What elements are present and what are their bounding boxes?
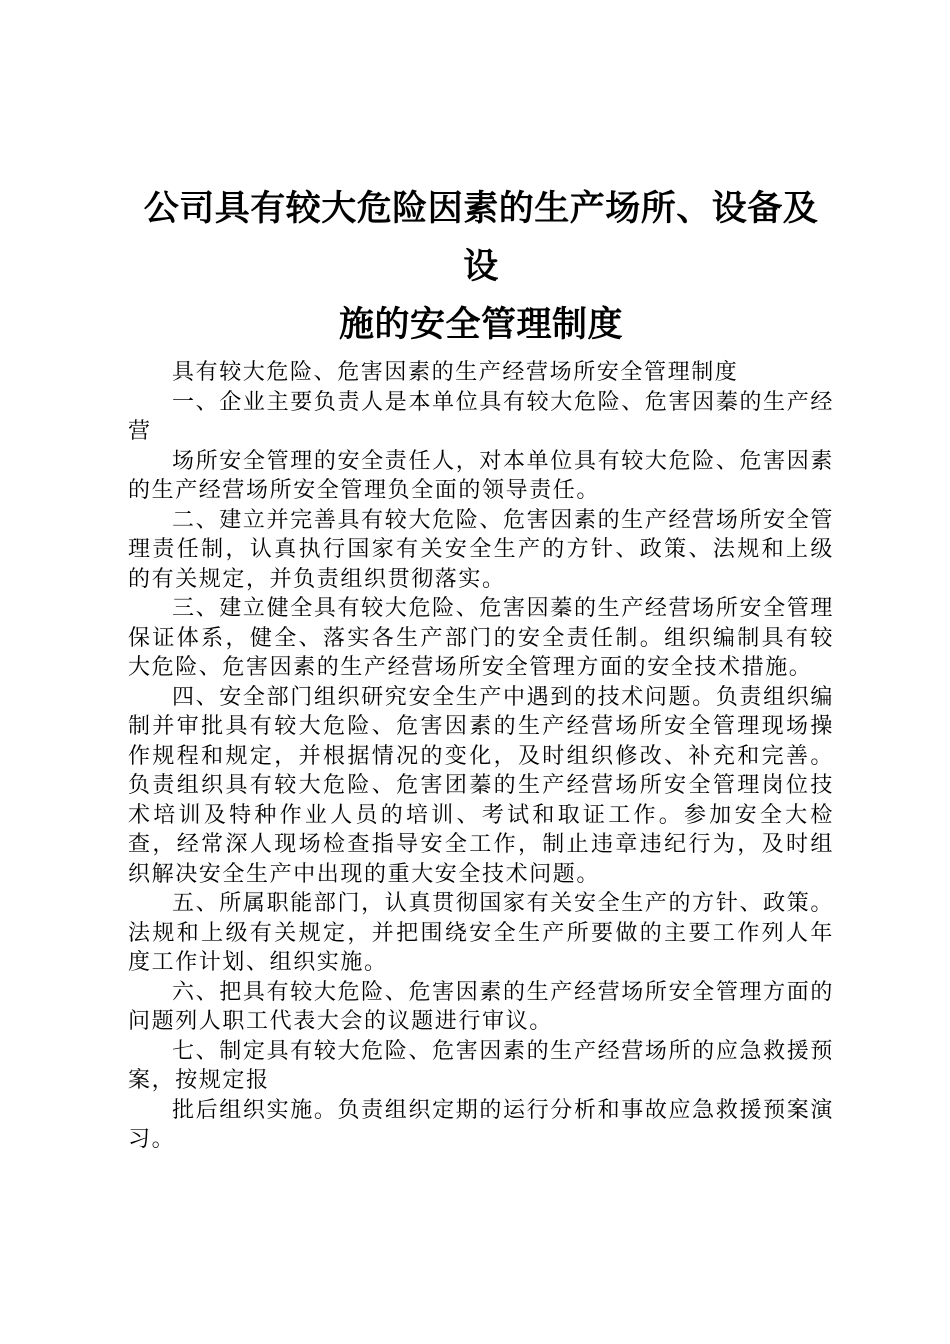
paragraph-item-6: 六、把具有较大危险、危害因素的生产经营场所安全管理方面的问题列人职工代表大会的议题进行审议。	[128, 979, 834, 1034]
paragraph-item-4: 四、安全部门组织研究安全生产中遇到的技术问题。负责组织编制并审批具有较大危险、危害因素的生产经营场所安全管理现场操作规程和规定，并根据情况的变化，及时组织修改、补充和完善。负责组织具有较大危险、危害团蓁的生产经营场所安全管理岗位技术培训及特种作业人员的培训、考试和取证工作。参加安全大检查，经常深人现场检查指导安全工作，制止违章违纪行为，及时组织解决安全生产中出现的重大安全技术问题。	[128, 684, 834, 887]
document-body	[128, 358, 834, 1155]
paragraph-item-7-cont: 批后组织实施。负责组织定期的运行分析和事故应急救援预案演习。	[128, 1097, 834, 1152]
document-page	[128, 180, 834, 1155]
document-title	[128, 180, 834, 354]
paragraph-item-1-cont: 场所安全管理的安全责任人，对本单位具有较大危险、危害因素的生产经营场所安全管理负全面的领导责任。	[128, 448, 834, 503]
paragraph-item-7: 七、制定具有较大危险、危害因素的生产经营场所的应急救援预案，按规定报	[128, 1038, 834, 1093]
paragraph-item-1: 一、企业主要负责人是本单位具有较大危险、危害因蓁的生产经营	[128, 389, 834, 444]
paragraph-subtitle: 具有较大危险、危害因素的生产经营场所安全管理制度	[172, 360, 739, 385]
title-line-2: 施的安全管理制度	[338, 305, 623, 345]
title-line-1: 公司具有较大危险因素的生产场所、设备及设	[143, 189, 819, 287]
paragraph-item-5: 五、所属职能部门，认真贯彻国家有关安全生产的方针、政策。法规和上级有关规定，并把围绕安全生产所要做的主要工作列人年度工作计划、组织实施。	[128, 891, 834, 975]
paragraph-item-3: 三、建立健全具有较大危险、危害因蓁的生产经营场所安全管理保证体系，健全、落实各生产部门的安全责任制。组织编制具有较大危险、危害因素的生产经营场所安全管理方面的安全技术措施。	[128, 596, 834, 680]
paragraph-item-2: 二、建立并完善具有较大危险、危害因素的生产经营场所安全管理责任制，认真执行国家有关安全生产的方针、政策、法规和上级的有关规定，并负责组织贯彻落实。	[128, 507, 834, 592]
